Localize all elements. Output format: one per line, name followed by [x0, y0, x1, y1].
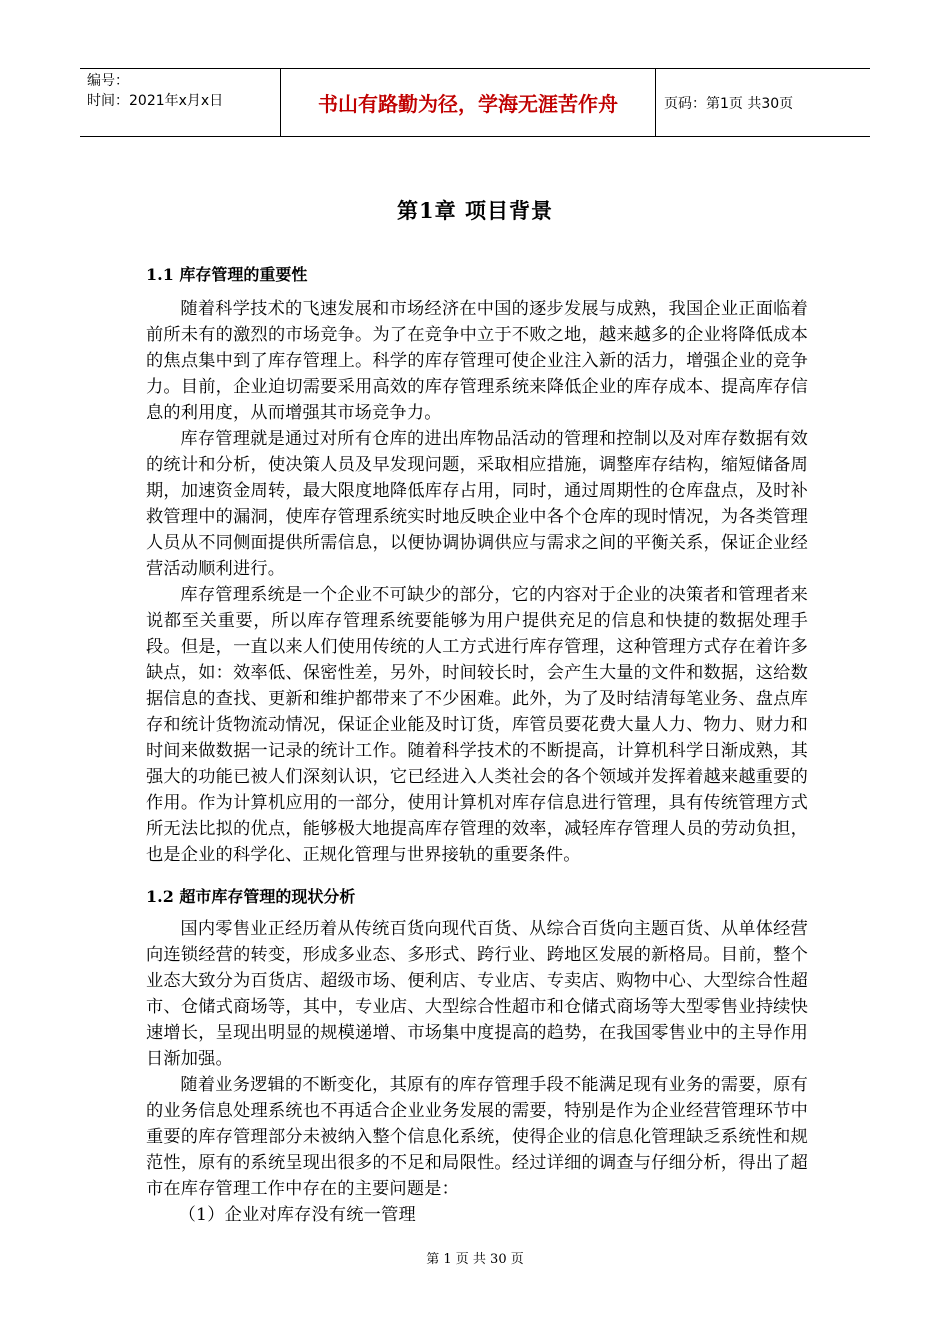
- header-motto: 书山有路勤为径，学海无涯苦作舟: [281, 69, 656, 136]
- list-item: （1）企业对库存没有统一管理: [178, 1205, 416, 1225]
- body-paragraph: 库存管理系统是一个企业不可缺少的部分，它的内容对于企业的决策者和管理者来说都至关重要，所以库存管理系统要能够为用户提供充足的信息和快捷的数据处理手段。但是，一直以来人们使用传统的人工方式进行库存管理，这种管理方式存在着许多缺点，如：效率低、保密性差，另外，时间较长时，会产生大量的文件和数据，这给数据信息的查找、更新和维护都带来了不少困难。此外，为了及时结清每笔业务、盘点库存和统计货物流动情况，保证企业能及时订货，库管员要花费大量人力、物力、财力和时间来做数据一记录的统计工作。随着科学技术的不断提高，计算机科学日渐成熟，其强大的功能已被人们深刻认识，它已经进入人类社会的各个领域并发挥着越来越重要的作用。作为计算机应用的一部分，使用计算机对库存信息进行管理，具有传统管理方式所无法比拟的优点，能够极大地提高库存管理的效率，减轻库存管理人员的劳动负担，也是企业的科学化、正规化管理与世界接轨的重要条件。: [146, 585, 808, 865]
- header-meta: [80, 69, 281, 136]
- chapter-title: 第1章 项目背景: [397, 198, 553, 223]
- body-paragraph: 国内零售业正经历着从传统百货向现代百货、从综合百货向主题百货、从单体经营向连锁经营的转变，形成多业态、多形式、跨行业、跨地区发展的新格局。目前，整个业态大致分为百货店、超级市场、便利店、专业店、专卖店、购物中心、大型综合性超市、仓储式商场等，其中，专业店、大型综合性超市和仓储式商场等大型零售业持续快速增长，呈现出明显的规模递增、市场集中度提高的趋势，在我国零售业中的主导作用日渐加强。: [146, 919, 808, 1069]
- document-time-label: 时间：2021年x月x日: [87, 93, 224, 109]
- section-title: 1.2 超市库存管理的现状分析: [146, 887, 356, 906]
- page-footer: 第 1 页 共 30 页: [426, 1252, 524, 1267]
- section-title: 1.1 库存管理的重要性: [146, 265, 308, 284]
- body-paragraph: 随着科学技术的飞速发展和市场经济在中国的逐步发展与成熟，我国企业正面临着前所未有的激烈的市场竞争。为了在竞争中立于不败之地，越来越多的企业将降低成本的焦点集中到了库存管理上。科学的库存管理可使企业注入新的活力，增强企业的竞争力。目前，企业迫切需要采用高效的库存管理系统来降低企业的库存成本、提高库存信息的利用度，从而增强其市场竞争力。: [146, 299, 808, 423]
- document-header: [80, 68, 870, 137]
- body-paragraph: 随着业务逻辑的不断变化，其原有的库存管理手段不能满足现有业务的需要，原有的业务信息处理系统也不再适合企业业务发展的需要，特别是作为企业经营管理环节中重要的库存管理部分未被纳入整个信息化系统，使得企业的信息化管理缺乏系统性和规范性，原有的系统呈现出很多的不足和局限性。经过详细的调查与仔细分析，得出了超市在库存管理工作中存在的主要问题是：: [146, 1075, 808, 1199]
- body-paragraph: 库存管理就是通过对所有仓库的进出库物品活动的管理和控制以及对库存数据有效的统计和分析，使决策人员及早发现问题，采取相应措施，调整库存结构，缩短储备周期，加速资金周转，最大限度地降低库存占用，同时，通过周期性的仓库盘点，及时补救管理中的漏洞，使库存管理系统实时地反映企业中各个仓库的现时情况，为各类管理人员从不同侧面提供所需信息，以便协调协调供应与需求之间的平衡关系，保证企业经营活动顺利进行。: [146, 429, 808, 579]
- document-number-label: 编号：: [87, 73, 129, 89]
- header-page-label: 页码：第1页 共30页: [664, 95, 794, 112]
